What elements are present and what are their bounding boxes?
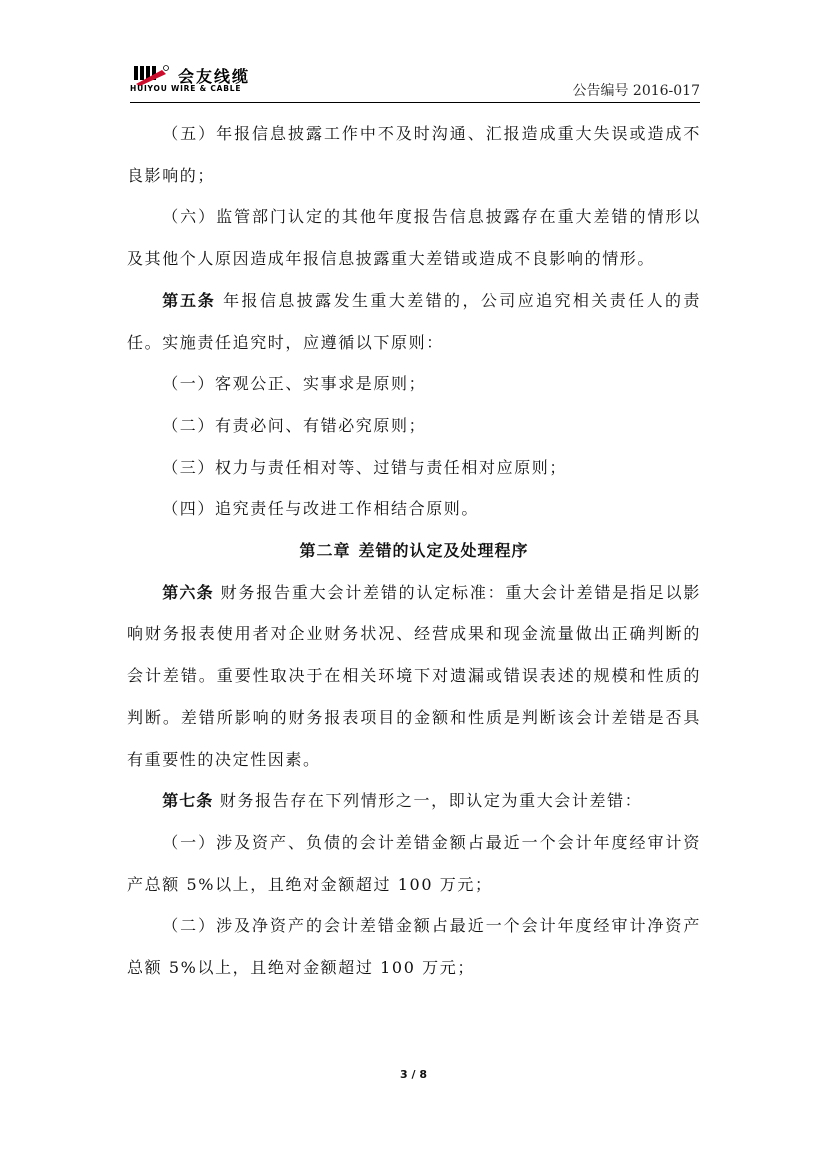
list-item: （四）追究责任与改进工作相结合原则。	[162, 499, 479, 519]
document-body	[127, 113, 701, 989]
article-6	[127, 572, 701, 781]
article-7	[127, 780, 701, 822]
list-item: （二）涉及净资产的会计差错金额占最近一个会计年度经审计净资产总额 5%以上，且绝对金额超过 100 万元；	[127, 916, 701, 978]
logo-name-en: HUIYOU WIRE & CABLE	[130, 84, 242, 93]
page-number: 3 / 8	[400, 1068, 427, 1081]
article-label: 第七条	[162, 791, 214, 811]
article-5	[127, 280, 701, 363]
list-item: （二）有责必问、有错必究原则；	[162, 415, 427, 435]
list-item: （一）客观公正、实事求是原则；	[162, 374, 427, 394]
company-logo	[130, 64, 330, 96]
article-text: 财务报告存在下列情形之一，即认定为重大会计差错：	[219, 791, 643, 811]
article-label: 第五条	[162, 290, 216, 310]
chapter-title: 差错的认定及处理程序	[358, 541, 529, 561]
announcement-number: 公告编号 2016-017	[572, 83, 700, 99]
list-item: （三）权力与责任相对等、过错与责任相对应原则；	[162, 457, 567, 477]
article-label: 第六条	[162, 582, 214, 602]
paragraph: （五）年报信息披露工作中不及时沟通、汇报造成重大失误或造成不良影响的；	[127, 124, 701, 185]
article-text: 年报信息披露发生重大差错的，公司应追究相关责任人的责任。实施责任追究时，应遵循以下原则：	[127, 290, 701, 352]
logo-name-cn: 会友线缆	[178, 67, 251, 86]
chapter-heading	[127, 530, 701, 572]
article-text: 财务报告重大会计差错的认定标准：重大会计差错是指足以影响财务报表使用者对企业财务状况、经营成果和现金流量做出正确判断的会计差错。重要性取决于在相关环境下对遗漏或错误表述的规模和性质的判断。差错所影响的财务报表项目的金额和性质是判断该会计差错是否具有重要性的决定性因素。	[127, 582, 701, 769]
list-item: （一）涉及资产、负债的会计差错金额占最近一个会计年度经审计资产总额 5%以上，且绝对金额超过 100 万元；	[127, 832, 701, 894]
page-header	[130, 62, 700, 102]
header-divider	[130, 102, 700, 103]
chapter-number: 第二章	[299, 541, 351, 561]
paragraph: （六）监管部门认定的其他年度报告信息披露存在重大差错的情形以及其他个人原因造成年报信息披露重大差错或造成不良影响的情形。	[127, 207, 701, 269]
